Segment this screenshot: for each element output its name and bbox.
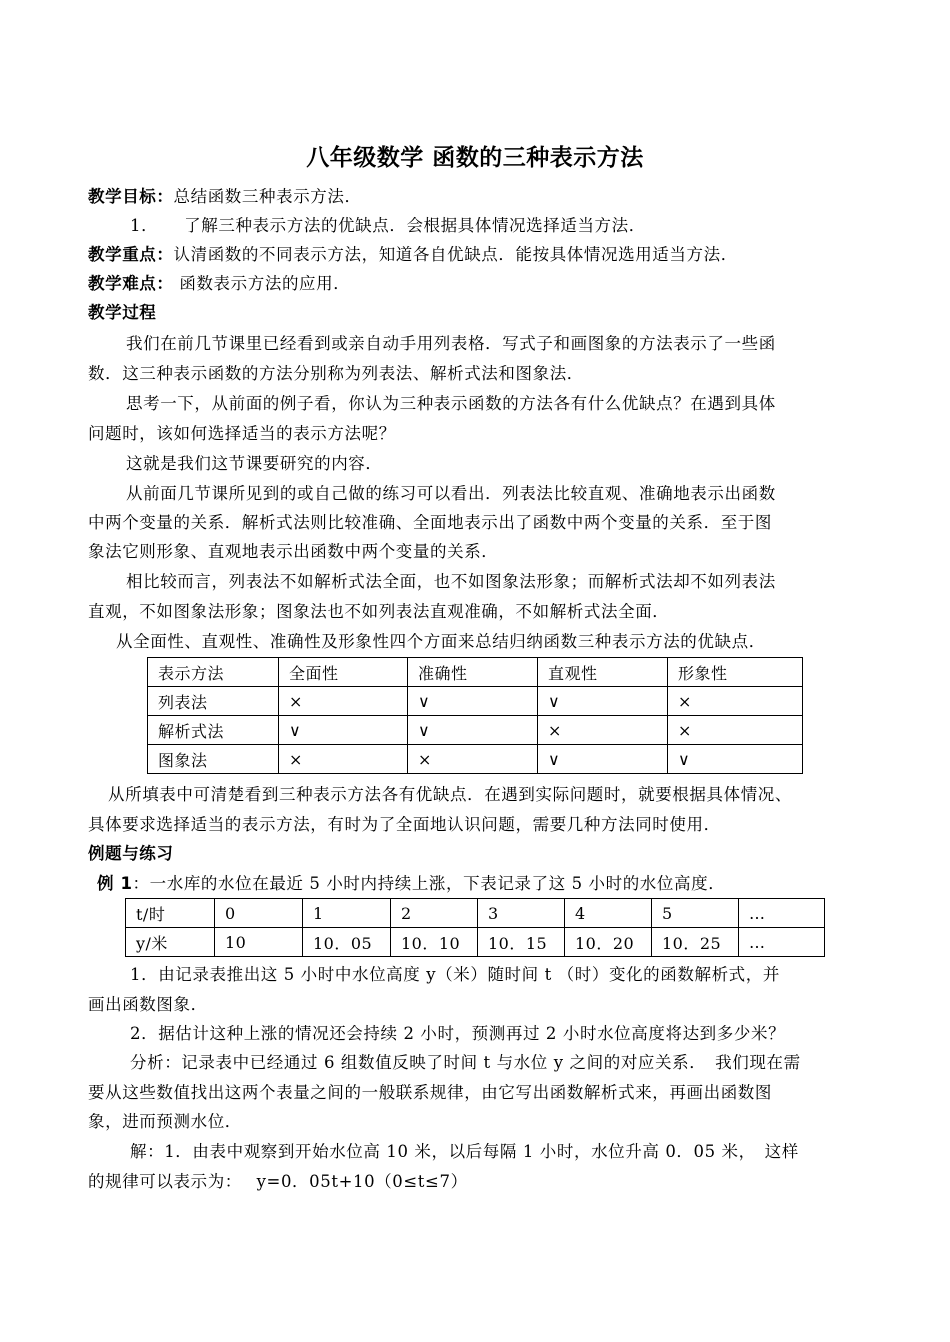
key-points: 教学重点：认清函数的不同表示方法，知道各自优缺点．能按具体情况选用适当方法． bbox=[88, 245, 738, 264]
table-cell: × bbox=[538, 716, 668, 745]
teaching-difficulty: 教学难点： 函数表示方法的应用． bbox=[88, 274, 351, 293]
paragraph-line: 这就是我们这节课要研究的内容． bbox=[126, 454, 383, 473]
table-cell: 10．25 bbox=[652, 928, 739, 957]
table-cell: ∨ bbox=[408, 687, 538, 716]
paragraph-line: 我们在前几节课里已经看到或亲自动手用列表格．写式子和画图象的方法表示了一些函 bbox=[126, 334, 776, 353]
table-cell: × bbox=[279, 745, 408, 774]
table-cell: 10 bbox=[215, 928, 303, 957]
table-row bbox=[148, 687, 803, 716]
examples-heading: 例题与练习 bbox=[88, 844, 174, 863]
table-cell: y/米 bbox=[126, 928, 215, 957]
table-cell: ∨ bbox=[408, 716, 538, 745]
water-level-table bbox=[125, 898, 825, 957]
paragraph-line: 中两个变量的关系．解析式法则比较准确、全面地表示出了函数中两个变量的关系．至于图 bbox=[88, 513, 772, 532]
analysis-line: 要从这些数值找出这两个表量之间的一般联系规律，由它写出函数解析式来，再画出函数图 bbox=[88, 1083, 772, 1102]
table-cell: 4 bbox=[565, 899, 652, 928]
paragraph-line: 思考一下，从前面的例子看，你认为三种表示函数的方法各有什么优缺点？在遇到具体 bbox=[126, 394, 776, 413]
table-cell: 图象法 bbox=[148, 745, 279, 774]
table-cell: 5 bbox=[652, 899, 739, 928]
analysis-line: 象，进而预测水位． bbox=[88, 1112, 242, 1131]
paragraph-line: 相比较而言，列表法不如解析式法全面，也不如图象法形象；而解析式法却不如列表法 bbox=[126, 572, 776, 591]
table-cell: … bbox=[739, 899, 825, 928]
process-heading: 教学过程 bbox=[88, 303, 157, 322]
table-cell: 3 bbox=[478, 899, 565, 928]
teaching-objective: 教学目标：总结函数三种表示方法． bbox=[88, 187, 362, 206]
table-cell: ∨ bbox=[668, 745, 803, 774]
table-cell: 表示方法 bbox=[148, 658, 279, 687]
table-row bbox=[126, 928, 825, 957]
question-line: 2．据估计这种上涨的情况还会持续 2 小时，预测再过 2 小时水位高度将达到多少米？ bbox=[130, 1024, 786, 1043]
table-cell: … bbox=[739, 928, 825, 957]
example-1: 例 1：一水库的水位在最近 5 小时内持续上涨，下表记录了这 5 小时的水位高度． bbox=[97, 874, 726, 893]
table-cell: × bbox=[279, 687, 408, 716]
table-cell: × bbox=[668, 687, 803, 716]
table-cell: 10．20 bbox=[565, 928, 652, 957]
question-line: 画出函数图象． bbox=[88, 995, 208, 1014]
table-cell: t/时 bbox=[126, 899, 215, 928]
table-cell: 形象性 bbox=[668, 658, 803, 687]
objective-item: 1． 了解三种表示方法的优缺点．会根据具体情况选择适当方法． bbox=[130, 216, 646, 235]
solution-line: 解：1．由表中观察到开始水位高 10 米，以后每隔 1 小时，水位升高 0．05 米， 这样 bbox=[130, 1142, 799, 1161]
paragraph-line: 从前面几节课所见到的或自己做的练习可以看出．列表法比较直观、准确地表示出函数 bbox=[126, 484, 776, 503]
table-cell: ∨ bbox=[279, 716, 408, 745]
table-cell: 列表法 bbox=[148, 687, 279, 716]
paragraph-line: 从所填表中可清楚看到三种表示方法各有优缺点．在遇到实际问题时，就要根据具体情况、 bbox=[108, 785, 792, 804]
table-cell: 10．05 bbox=[303, 928, 391, 957]
question-line: 1．由记录表推出这 5 小时中水位高度 y（米）随时间 t （时）变化的函数解析式，并 bbox=[130, 965, 780, 984]
table-cell: 直观性 bbox=[538, 658, 668, 687]
table-cell: 1 bbox=[303, 899, 391, 928]
paragraph-line: 数．这三种表示函数的方法分别称为列表法、解析式法和图象法． bbox=[88, 364, 584, 383]
paragraph-line: 问题时，该如何选择适当的表示方法呢？ bbox=[88, 424, 396, 443]
table-cell: 解析式法 bbox=[148, 716, 279, 745]
table-cell: × bbox=[408, 745, 538, 774]
solution-line: 的规律可以表示为： y=0．05t+10（0≤t≤7） bbox=[88, 1172, 468, 1191]
table-header-row bbox=[148, 658, 803, 687]
table-cell: 0 bbox=[215, 899, 303, 928]
paragraph-line: 象法它则形象、直观地表示出函数中两个变量的关系． bbox=[88, 542, 499, 561]
paragraph-line: 直观，不如图象法形象；图象法也不如列表法直观准确，不如解析式法全面． bbox=[88, 602, 670, 621]
table-row bbox=[126, 899, 825, 928]
paragraph-line: 从全面性、直观性、准确性及形象性四个方面来总结归纳函数三种表示方法的优缺点． bbox=[116, 632, 766, 651]
table-cell: ∨ bbox=[538, 687, 668, 716]
table-cell: 准确性 bbox=[408, 658, 538, 687]
table-cell: 10．10 bbox=[391, 928, 478, 957]
table-cell: 2 bbox=[391, 899, 478, 928]
table-cell: × bbox=[668, 716, 803, 745]
analysis-line: 分析：记录表中已经通过 6 组数值反映了时间 t 与水位 y 之间的对应关系． 我们现在需 bbox=[130, 1053, 801, 1072]
paragraph-line: 具体要求选择适当的表示方法，有时为了全面地认识问题，需要几种方法同时使用． bbox=[88, 815, 721, 834]
table-row bbox=[148, 716, 803, 745]
table-cell: 全面性 bbox=[279, 658, 408, 687]
page-title: 八年级数学 函数的三种表示方法 bbox=[306, 145, 644, 171]
table-cell: ∨ bbox=[538, 745, 668, 774]
comparison-table bbox=[147, 657, 803, 774]
table-row bbox=[148, 745, 803, 774]
table-cell: 10．15 bbox=[478, 928, 565, 957]
